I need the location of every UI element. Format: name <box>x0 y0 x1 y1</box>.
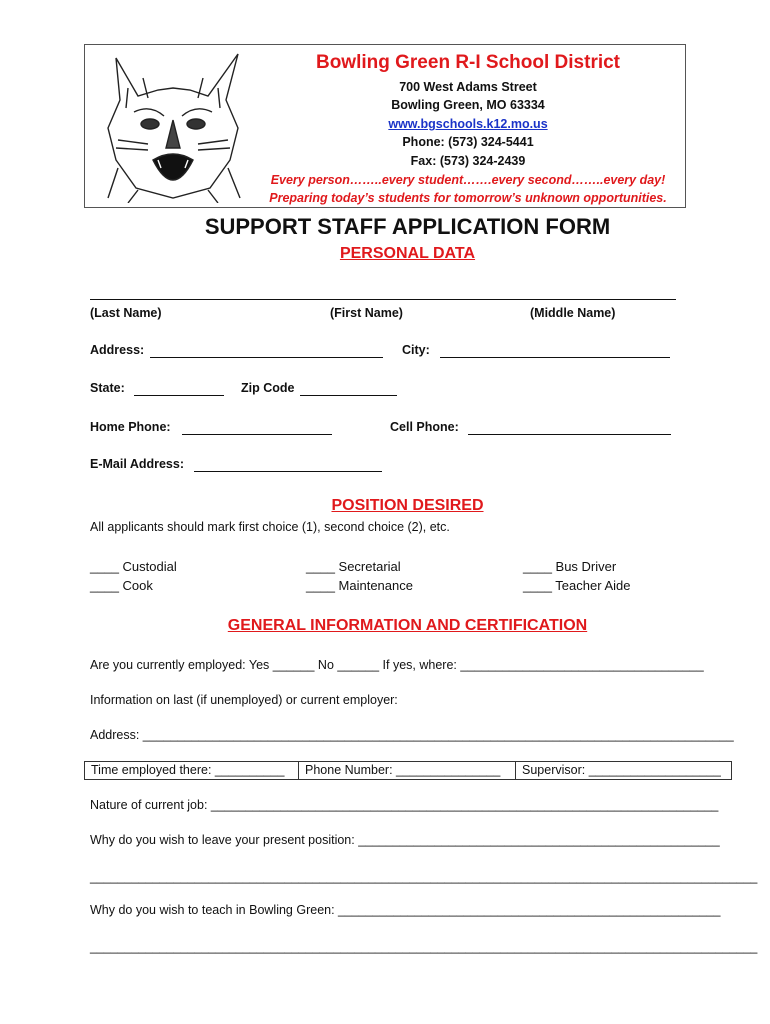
website-link[interactable]: www.bgschools.k12.mo.us <box>388 117 548 131</box>
email-line[interactable] <box>194 471 382 472</box>
option-cook[interactable]: ____ Cook <box>90 578 153 593</box>
phone-number: Phone: (573) 324-5441 <box>402 135 534 149</box>
employer-details-row <box>84 761 732 780</box>
address-line[interactable] <box>150 357 383 358</box>
option-secretarial[interactable]: ____ Secretarial <box>306 559 401 574</box>
city-label: City: <box>402 343 430 357</box>
section-heading-personal: PERSONAL DATA <box>339 245 476 262</box>
nature-of-job-field[interactable]: Nature of current job: _________________________________________________________________________ <box>90 798 719 812</box>
form-title: SUPPORT STAFF APPLICATION FORM <box>204 214 611 239</box>
zip-label: Zip Code <box>241 381 295 395</box>
state-line[interactable] <box>134 395 224 396</box>
section-heading-position: POSITION DESIRED <box>331 497 484 514</box>
home-phone-label: Home Phone: <box>90 420 171 434</box>
position-instructions: All applicants should mark first choice (1), second choice (2), etc. <box>90 520 450 534</box>
supervisor-field[interactable]: Supervisor: ___________________ <box>522 763 721 777</box>
home-phone-line[interactable] <box>182 434 332 435</box>
currently-employed-field[interactable]: Are you currently employed: Yes ______ No ______ If yes, where: ___________________________________ <box>90 658 704 672</box>
middle-name-label: (Middle Name) <box>530 306 616 320</box>
why-bowling-green-line[interactable]: ________________________________________________________________________________________________ <box>90 940 758 954</box>
email-label: E-Mail Address: <box>90 457 185 471</box>
cell-phone-line[interactable] <box>468 434 671 435</box>
why-leave-field[interactable]: Why do you wish to leave your present position: ____________________________________________________ <box>90 833 720 847</box>
first-name-label: (First Name) <box>330 306 403 320</box>
option-custodial[interactable]: ____ Custodial <box>90 559 177 574</box>
name-line[interactable] <box>90 299 676 300</box>
section-heading-general: GENERAL INFORMATION AND CERTIFICATION <box>227 617 588 634</box>
cell-phone-label: Cell Phone: <box>390 420 459 434</box>
why-leave-line[interactable]: ________________________________________________________________________________________________ <box>90 870 758 884</box>
employer-phone-field[interactable]: Phone Number: _______________ <box>299 762 516 779</box>
bobcat-mascot-icon <box>98 48 248 203</box>
address-label: Address: <box>90 343 145 357</box>
option-maintenance[interactable]: ____ Maintenance <box>306 578 413 593</box>
time-employed-field[interactable]: Time employed there: __________ <box>85 762 299 779</box>
fax-number: Fax: (573) 324-2439 <box>410 154 526 168</box>
employer-address-field[interactable]: Address: _____________________________________________________________________________________ <box>90 728 734 742</box>
district-name: Bowling Green R-I School District <box>315 52 621 73</box>
city-state-zip: Bowling Green, MO 63334 <box>391 98 545 112</box>
street-address: 700 West Adams Street <box>399 80 537 94</box>
zip-line[interactable] <box>300 395 397 396</box>
option-teacher-aide[interactable]: ____ Teacher Aide <box>523 578 631 593</box>
motto-line-1: Every person……..every student…….every second……..every day! <box>270 173 666 187</box>
why-bowling-green-field[interactable]: Why do you wish to teach in Bowling Green: _______________________________________________________ <box>90 903 721 917</box>
motto-line-2: Preparing today’s students for tomorrow’s unknown opportunities. <box>269 191 667 205</box>
city-line[interactable] <box>440 357 670 358</box>
option-bus-driver[interactable]: ____ Bus Driver <box>523 559 617 574</box>
last-name-label: (Last Name) <box>90 306 162 320</box>
employer-info-label: Information on last (if unemployed) or current employer: <box>90 693 398 707</box>
state-label: State: <box>90 381 125 395</box>
